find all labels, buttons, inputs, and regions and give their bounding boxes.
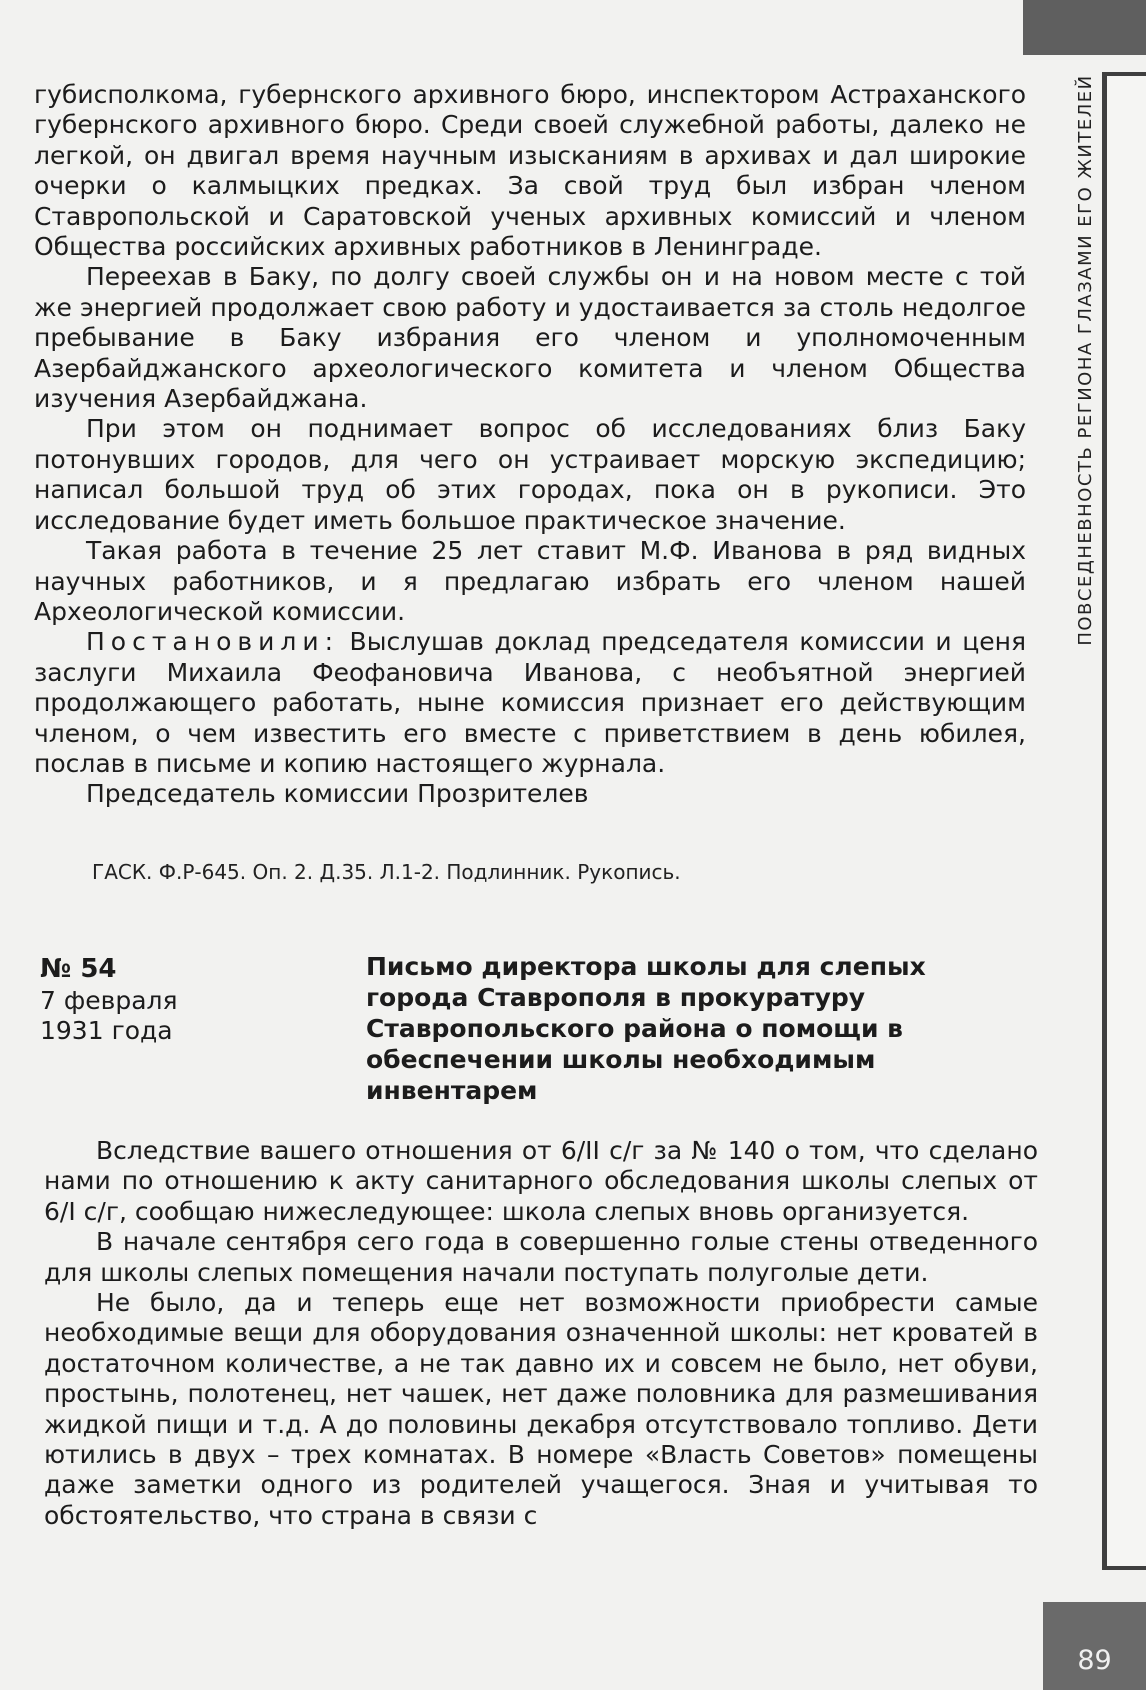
- side-frame: [1102, 72, 1146, 1570]
- upper-text: [34, 80, 1026, 810]
- side-running-title: ПОВСЕДНЕВНОСТЬ РЕГИОНА ГЛАЗАМИ ЕГО ЖИТЕЛЕЙ: [1075, 74, 1096, 646]
- resolution-paragraph: [34, 627, 1026, 779]
- document-number: № 54: [40, 954, 117, 984]
- archive-citation: ГАСК. Ф.Р-645. Оп. 2. Д.35. Л.1-2. Подлинник. Рукопись.: [92, 860, 681, 884]
- date-line: 7 февраля: [40, 986, 178, 1015]
- date-line: 1931 года: [40, 1016, 173, 1045]
- paragraph: Такая работа в течение 25 лет ставит М.Ф. Иванова в ряд видных научных работников, и я предлагаю избрать его членом нашей Археологической комиссии.: [34, 536, 1026, 626]
- paragraph: При этом он поднимает вопрос об исследованиях близ Баку потонувших городов, для чего он устраивает морскую экспедицию; написал большой труд об этих городах, пока он в рукописи. Это исследование будет иметь большое практическое значение.: [34, 414, 1026, 535]
- paragraph: Переехав в Баку, по долгу своей службы он и на новом месте с той же энергией продолжает свою работу и удостаивается за столь недолгое пребывание в Баку избрания его членом и уполномоченным Азербайджанского археологического комитета и членом Общества изучения Азербайджана.: [34, 262, 1026, 414]
- paragraph: Вследствие вашего отношения от 6/II с/г за № 140 о том, что сделано нами по отношению к акту санитарного обследования школы слепых от 6/I с/г, сообщаю нижеследующее: школа слепых вновь организуется.: [44, 1136, 1038, 1226]
- document-title: Письмо директора школы для слепых города Ставрополя в прокуратуру Ставропольского района о помощи в обеспечении школы необходимым инвентарем: [366, 952, 926, 1105]
- document-date: [40, 986, 240, 1046]
- signature: Председатель комиссии Прозрителев: [86, 779, 589, 809]
- paragraph: В начале сентября сего года в совершенно голые стены отведенного для школы слепых помещения начали поступать полуголые дети.: [44, 1227, 1038, 1287]
- paragraph: Не было, да и теперь еще нет возможности приобрести самые необходимые вещи для оборудования означенной школы: нет кроватей в достаточном количестве, а не так давно их и совсем не было, нет обуви, простынь, полотенец, нет чашек, нет даже половника для размешивания жидкой пищи и т.д. А до половины декабря отсутствовало топливо. Дети ютились в двух – трех комнатах. В номере «Власть Советов» помещены даже заметки одного из родителей учащегося. Зная и учитывая то обстоятельство, что страна в связи с: [44, 1288, 1038, 1530]
- page-number: 89: [1077, 1645, 1112, 1676]
- resolution-text: Выслушав доклад председателя комиссии и ценя заслуги Михаила Феофановича Иванова, с необъятной энергией продолжающего работать, ныне комиссия признает его действующим членом, о чем известить его вместе с приветствием в день юбилея, послав в письме и копию настоящего журнала.: [34, 627, 1026, 778]
- resolution-label: Постановили:: [86, 627, 339, 657]
- paragraph: губисполкома, губернского архивного бюро, инспектором Астраханского губернского архивного бюро. Среди своей служебной работы, далеко не легкой, он двигал время научным изысканиям в архивах и дал широкие очерки о калмыцких предках. За свой труд был избран членом Ставропольской и Саратовской ученых архивных комиссий и членом Общества российских архивных работников в Ленинграде.: [34, 80, 1026, 262]
- letter-text: [44, 1136, 1038, 1531]
